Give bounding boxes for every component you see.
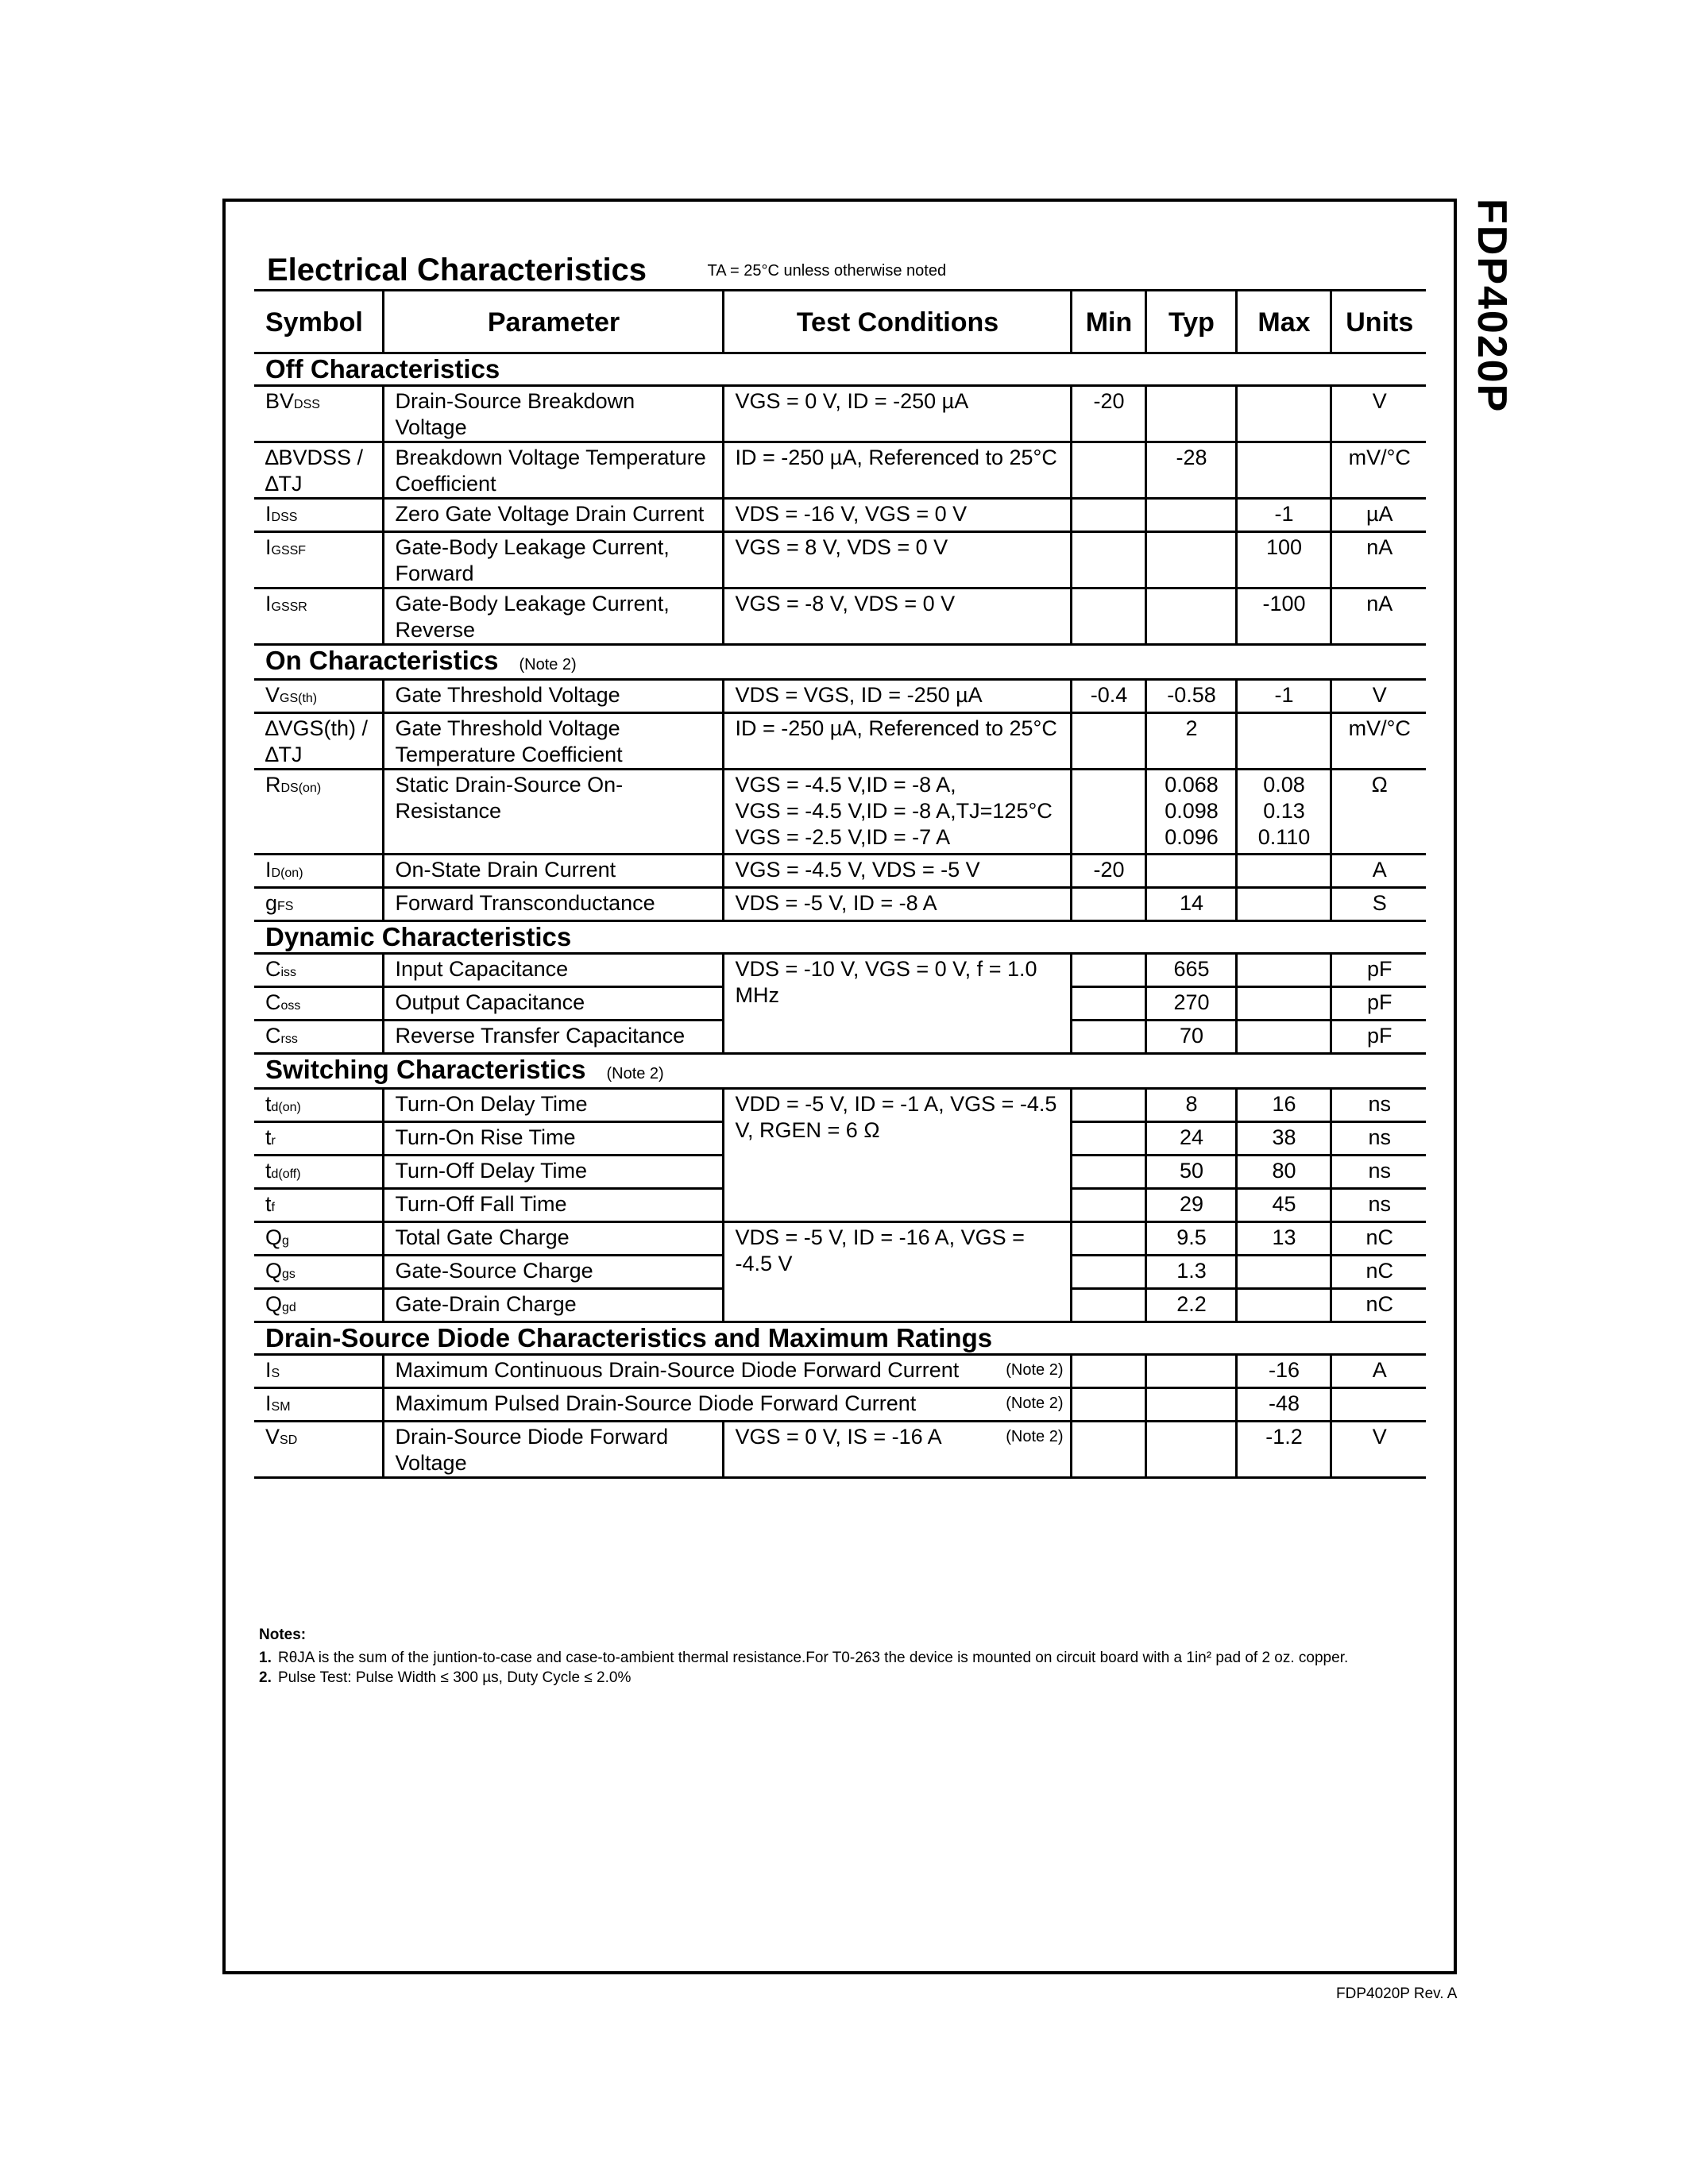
condition-cell: VDS = -10 V, VGS = 0 V, f = 1.0 MHz	[723, 954, 1071, 1054]
table-row	[254, 1422, 1426, 1478]
section-title: Off Characteristics	[265, 354, 500, 384]
typ-cell	[1145, 588, 1236, 645]
symbol-cell: Coss	[254, 987, 383, 1021]
min-cell	[1071, 987, 1145, 1021]
units-cell: A	[1331, 855, 1426, 888]
min-cell	[1071, 1021, 1145, 1054]
max-cell	[1236, 954, 1331, 987]
min-cell	[1071, 1256, 1145, 1289]
typ-cell	[1145, 1355, 1236, 1388]
parameter-cell: (Note 2) Maximum Continuous Drain-Source Diode Forward Current	[383, 1355, 1071, 1388]
symbol-cell: Qgd	[254, 1289, 383, 1322]
note-ref: (Note 2)	[1006, 1395, 1064, 1412]
condition-cell: (Note 2) VGS = 0 V, IS = -16 A	[723, 1422, 1071, 1478]
header-symbol: Symbol	[254, 291, 383, 353]
table-row	[254, 1355, 1426, 1388]
min-cell	[1071, 1222, 1145, 1256]
units-cell: ns	[1331, 1122, 1426, 1156]
max-cell	[1236, 442, 1331, 499]
symbol-cell: gFS	[254, 888, 383, 921]
symbol-cell: RDS(on)	[254, 770, 383, 855]
page-title: Electrical Characteristics	[267, 253, 647, 287]
section-title: Drain-Source Diode Characteristics and Maximum Ratings	[265, 1323, 993, 1352]
condition-cell: VGS = -8 V, VDS = 0 V	[723, 588, 1071, 645]
header-max: Max	[1236, 291, 1331, 353]
symbol-cell: VSD	[254, 1422, 383, 1478]
max-cell	[1236, 987, 1331, 1021]
min-cell	[1071, 532, 1145, 588]
typ-cell: 50	[1145, 1156, 1236, 1189]
note-ref: (Note 2)	[1006, 1361, 1064, 1379]
table-row	[254, 1388, 1426, 1422]
table-row	[254, 855, 1426, 888]
symbol-cell: tf	[254, 1189, 383, 1222]
symbol-cell: ∆VGS(th) / ∆TJ	[254, 713, 383, 770]
units-cell: S	[1331, 888, 1426, 921]
table-row	[254, 770, 1426, 855]
typ-cell: 270	[1145, 987, 1236, 1021]
parameter-cell: Static Drain-Source On-Resistance	[383, 770, 723, 855]
notes-section	[259, 1625, 1395, 1688]
typ-cell: 0.068 0.098 0.096	[1145, 770, 1236, 855]
symbol-cell: Qg	[254, 1222, 383, 1256]
min-cell	[1071, 1122, 1145, 1156]
parameter-cell: Gate Threshold Voltage Temperature Coefficient	[383, 713, 723, 770]
condition-cell: VGS = 8 V, VDS = 0 V	[723, 532, 1071, 588]
section-diode	[254, 1322, 1426, 1355]
section-switching	[254, 1054, 1426, 1089]
units-cell: Ω	[1331, 770, 1426, 855]
max-cell	[1236, 1256, 1331, 1289]
typ-cell: 8	[1145, 1089, 1236, 1122]
parameter-cell: Reverse Transfer Capacitance	[383, 1021, 723, 1054]
condition-cell: VDS = -16 V, VGS = 0 V	[723, 499, 1071, 532]
min-cell	[1071, 888, 1145, 921]
units-cell: mV/°C	[1331, 442, 1426, 499]
min-cell	[1071, 954, 1145, 987]
units-cell: nC	[1331, 1289, 1426, 1322]
units-cell: nA	[1331, 532, 1426, 588]
condition-cell: VDD = -5 V, ID = -1 A, VGS = -4.5 V, RGEN = 6 Ω	[723, 1089, 1071, 1222]
title-row	[267, 253, 946, 288]
max-cell: 13	[1236, 1222, 1331, 1256]
header-units: Units	[1331, 291, 1426, 353]
typ-cell: 14	[1145, 888, 1236, 921]
max-cell: 16	[1236, 1089, 1331, 1122]
condition-cell: ID = -250 µA, Referenced to 25°C	[723, 713, 1071, 770]
min-cell	[1071, 1355, 1145, 1388]
parameter-cell: Turn-Off Delay Time	[383, 1156, 723, 1189]
footer-revision: FDP4020P Rev. A	[1336, 1985, 1458, 2002]
min-cell	[1071, 442, 1145, 499]
units-cell: mV/°C	[1331, 713, 1426, 770]
parameter-cell: Total Gate Charge	[383, 1222, 723, 1256]
min-cell	[1071, 1388, 1145, 1422]
condition-cell: VDS = -5 V, ID = -16 A, VGS = -4.5 V	[723, 1222, 1071, 1322]
units-cell: µA	[1331, 499, 1426, 532]
units-cell: pF	[1331, 954, 1426, 987]
condition-cell: VGS = -4.5 V,ID = -8 A, VGS = -4.5 V,ID = -8 A,TJ=125°C VGS = -2.5 V,ID = -7 A	[723, 770, 1071, 855]
max-cell	[1236, 1021, 1331, 1054]
section-title: On Characteristics	[265, 646, 499, 675]
section-note: (Note 2)	[519, 656, 577, 673]
units-cell: nC	[1331, 1256, 1426, 1289]
typ-cell: 9.5	[1145, 1222, 1236, 1256]
min-cell: -20	[1071, 386, 1145, 442]
max-cell: -48	[1236, 1388, 1331, 1422]
symbol-cell: Qgs	[254, 1256, 383, 1289]
table-row	[254, 713, 1426, 770]
symbol-cell: IDSS	[254, 499, 383, 532]
units-cell: nA	[1331, 588, 1426, 645]
typ-cell	[1145, 1422, 1236, 1478]
max-cell: 100	[1236, 532, 1331, 588]
condition-cell: VDS = -5 V, ID = -8 A	[723, 888, 1071, 921]
units-cell: pF	[1331, 1021, 1426, 1054]
table-row	[254, 954, 1426, 987]
parameter-cell: Gate-Body Leakage Current, Forward	[383, 532, 723, 588]
units-cell: V	[1331, 386, 1426, 442]
parameter-cell: Turn-On Rise Time	[383, 1122, 723, 1156]
max-cell	[1236, 713, 1331, 770]
max-cell	[1236, 386, 1331, 442]
min-cell	[1071, 499, 1145, 532]
min-cell	[1071, 588, 1145, 645]
max-cell: 38	[1236, 1122, 1331, 1156]
table-row	[254, 499, 1426, 532]
parameter-cell: (Note 2) Maximum Pulsed Drain-Source Diode Forward Current	[383, 1388, 1071, 1422]
parameter-cell: Drain-Source Breakdown Voltage	[383, 386, 723, 442]
header-row	[254, 291, 1426, 353]
header-typ: Typ	[1145, 291, 1236, 353]
table-row	[254, 1222, 1426, 1256]
table-row	[254, 588, 1426, 645]
max-cell	[1236, 1289, 1331, 1322]
min-cell	[1071, 1089, 1145, 1122]
parameter-cell: Drain-Source Diode Forward Voltage	[383, 1422, 723, 1478]
typ-cell	[1145, 532, 1236, 588]
parameter-cell: On-State Drain Current	[383, 855, 723, 888]
table-row	[254, 386, 1426, 442]
units-cell: nC	[1331, 1222, 1426, 1256]
typ-cell: 29	[1145, 1189, 1236, 1222]
max-cell: -1	[1236, 499, 1331, 532]
symbol-cell: BVDSS	[254, 386, 383, 442]
symbol-cell: td(on)	[254, 1089, 383, 1122]
max-cell: 80	[1236, 1156, 1331, 1189]
units-cell: ns	[1331, 1156, 1426, 1189]
condition-cell: VGS = -4.5 V, VDS = -5 V	[723, 855, 1071, 888]
symbol-cell: Ciss	[254, 954, 383, 987]
symbol-cell: tr	[254, 1122, 383, 1156]
symbol-cell: td(off)	[254, 1156, 383, 1189]
symbol-cell: ISM	[254, 1388, 383, 1422]
units-cell: ns	[1331, 1089, 1426, 1122]
units-cell	[1331, 1388, 1426, 1422]
typ-cell	[1145, 1388, 1236, 1422]
condition-cell: VGS = 0 V, ID = -250 µA	[723, 386, 1071, 442]
condition-cell: VDS = VGS, ID = -250 µA	[723, 680, 1071, 713]
parameter-cell: Turn-Off Fall Time	[383, 1189, 723, 1222]
section-title: Switching Characteristics	[265, 1055, 586, 1084]
min-cell: -0.4	[1071, 680, 1145, 713]
notes-heading: Notes:	[259, 1626, 307, 1643]
section-dynamic	[254, 921, 1426, 954]
section-title: Dynamic Characteristics	[265, 922, 572, 951]
table-row	[254, 532, 1426, 588]
electrical-characteristics-table	[254, 289, 1426, 1479]
max-cell: 45	[1236, 1189, 1331, 1222]
min-cell	[1071, 1289, 1145, 1322]
units-cell: V	[1331, 680, 1426, 713]
typ-cell	[1145, 855, 1236, 888]
note-ref: (Note 2)	[1006, 1428, 1064, 1445]
min-cell	[1071, 1422, 1145, 1478]
min-cell	[1071, 770, 1145, 855]
max-cell	[1236, 855, 1331, 888]
side-part-number: FDP4020P	[1469, 199, 1515, 414]
min-cell: -20	[1071, 855, 1145, 888]
section-note: (Note 2)	[606, 1065, 664, 1082]
units-cell: V	[1331, 1422, 1426, 1478]
note-1: 1. RθJA is the sum of the juntion-to-case and case-to-ambient thermal resistance.For T0-263 the device is mounted on circuit board with a 1in² pad of 2 oz. copper.	[259, 1650, 1349, 1666]
parameter-cell: Zero Gate Voltage Drain Current	[383, 499, 723, 532]
parameter-cell: Gate-Body Leakage Current, Reverse	[383, 588, 723, 645]
condition-cell: ID = -250 µA, Referenced to 25°C	[723, 442, 1071, 499]
max-cell: -16	[1236, 1355, 1331, 1388]
symbol-cell: ID(on)	[254, 855, 383, 888]
typ-cell: -0.58	[1145, 680, 1236, 713]
section-on	[254, 645, 1426, 680]
typ-cell: -28	[1145, 442, 1236, 499]
header-test-conditions: Test Conditions	[723, 291, 1071, 353]
symbol-cell: ∆BVDSS / ∆TJ	[254, 442, 383, 499]
table-row	[254, 888, 1426, 921]
parameter-cell: Forward Transconductance	[383, 888, 723, 921]
typ-cell	[1145, 386, 1236, 442]
symbol-cell: VGS(th)	[254, 680, 383, 713]
parameter-cell: Gate-Source Charge	[383, 1256, 723, 1289]
max-cell: 0.08 0.13 0.110	[1236, 770, 1331, 855]
parameter-cell: Turn-On Delay Time	[383, 1089, 723, 1122]
typ-cell	[1145, 499, 1236, 532]
typ-cell: 2.2	[1145, 1289, 1236, 1322]
max-cell: -1.2	[1236, 1422, 1331, 1478]
note-2: 2. Pulse Test: Pulse Width ≤ 300 µs, Duty Cycle ≤ 2.0%	[259, 1669, 632, 1686]
typ-cell: 1.3	[1145, 1256, 1236, 1289]
header-parameter: Parameter	[383, 291, 723, 353]
symbol-cell: IGSSF	[254, 532, 383, 588]
typ-cell: 24	[1145, 1122, 1236, 1156]
parameter-cell: Gate Threshold Voltage	[383, 680, 723, 713]
max-cell: -1	[1236, 680, 1331, 713]
table-row	[254, 680, 1426, 713]
min-cell	[1071, 713, 1145, 770]
max-cell	[1236, 888, 1331, 921]
typ-cell: 2	[1145, 713, 1236, 770]
min-cell	[1071, 1156, 1145, 1189]
units-cell: pF	[1331, 987, 1426, 1021]
parameter-cell: Output Capacitance	[383, 987, 723, 1021]
min-cell	[1071, 1189, 1145, 1222]
ta-note: TA = 25°C unless otherwise noted	[707, 262, 947, 280]
parameter-cell: Breakdown Voltage Temperature Coefficient	[383, 442, 723, 499]
table-row	[254, 1089, 1426, 1122]
header-min: Min	[1071, 291, 1145, 353]
parameter-cell: Input Capacitance	[383, 954, 723, 987]
symbol-cell: IGSSR	[254, 588, 383, 645]
typ-cell: 665	[1145, 954, 1236, 987]
typ-cell: 70	[1145, 1021, 1236, 1054]
symbol-cell: Crss	[254, 1021, 383, 1054]
units-cell: ns	[1331, 1189, 1426, 1222]
symbol-cell: IS	[254, 1355, 383, 1388]
units-cell: A	[1331, 1355, 1426, 1388]
table-row	[254, 442, 1426, 499]
parameter-cell: Gate-Drain Charge	[383, 1289, 723, 1322]
section-off	[254, 353, 1426, 386]
max-cell: -100	[1236, 588, 1331, 645]
